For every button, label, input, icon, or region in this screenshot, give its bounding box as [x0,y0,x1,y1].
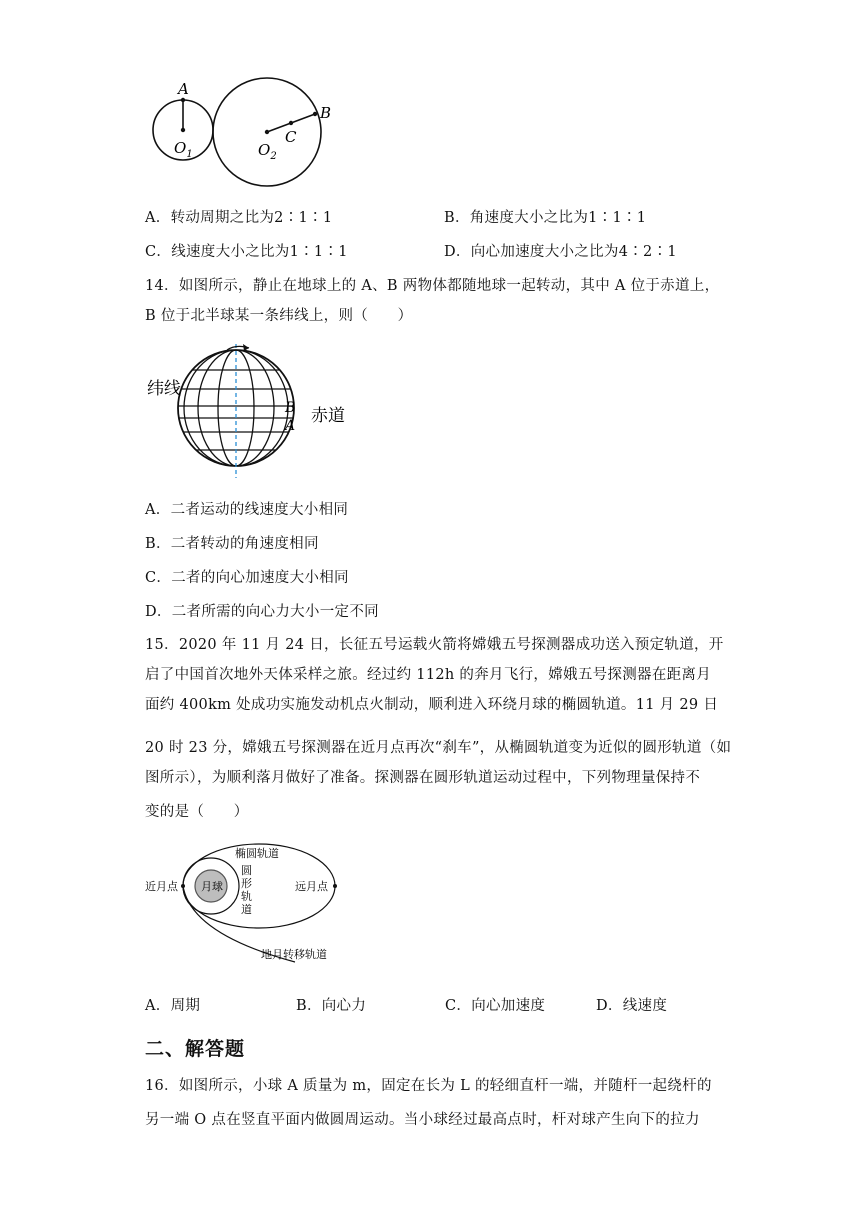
q16-stem-line1: 16．如图所示，小球 A 质量为 m，固定在长为 L 的轻细直杆一端，并随杆一起绕杆的 [145,1078,712,1094]
q15-stem-line6: 变的是（ ） [145,804,249,820]
q15-stem-line5: 图所示），为顺利落月做好了准备。探测器在圆形轨道运动过程中，下列物理量保持不 [145,770,701,786]
perilune-label: 近月点 [145,880,178,893]
point-b-globe-label: B [285,400,296,416]
wheels-figure [140,74,340,192]
transfer-orbit-label: 地月转移轨道 [261,948,327,961]
q16-stem-line2: 另一端 O 点在竖直平面内做圆周运动。当小球经过最高点时，杆对球产生向下的拉力 [145,1112,700,1128]
q15-stem-line2: 启了中国首次地外天体采样之旅。经过约 112h 的奔月飞行，嫦娥五号探测器在距离月 [145,667,712,683]
circular-orbit-label-3: 轨 [241,890,252,903]
q14-option-b: B．二者转动的角速度相同 [145,536,319,552]
q13-option-a: A．转动周期之比为2∶1∶1 [145,210,333,226]
point-a-label: A [178,80,189,98]
q14-stem-line2: B 位于北半球某一条纬线上，则（ ） [145,308,413,324]
point-c-label: C [285,128,297,146]
globe-figure [145,342,365,482]
q13-option-c: C．线速度大小之比为1∶1∶1 [145,244,348,260]
circular-orbit-label-2: 形 [241,877,252,890]
point-b-label: B [320,104,332,122]
q15-stem-line4: 20 时 23 分，嫦娥五号探测器在近月点再次“刹车”，从椭圆轨道变为近似的圆形轨道（如 [145,740,732,756]
equator-label: 赤道 [311,406,345,426]
latitude-label: 纬线 [147,379,181,399]
q15-stem-line3: 面约 400km 处成功实施发动机点火制动，顺利进入环绕月球的椭圆轨道。11 月 29 日 [145,697,719,713]
q14-option-c: C．二者的向心加速度大小相同 [145,570,349,586]
circular-orbit-label-4: 道 [241,903,252,916]
orbit-figure [145,838,345,968]
q14-option-a: A．二者运动的线速度大小相同 [145,502,349,518]
section-title: 二、解答题 [145,1038,246,1060]
moon-label: 月球 [201,880,223,893]
q15-option-b: B．向心力 [296,998,367,1014]
q14-option-d: D．二者所需的向心力大小一定不同 [145,604,379,620]
point-a-globe-label: A [285,418,296,434]
q15-option-c: C．向心加速度 [445,998,546,1014]
apolune-label: 远月点 [295,880,328,893]
q14-stem-line1: 14．如图所示，静止在地球上的 A、B 两物体都随地球一起转动，其中 A 位于赤道上， [145,278,720,294]
q15-option-a: A．周期 [145,998,201,1014]
q15-stem-line1: 15．2020 年 11 月 24 日，长征五号运载火箭将嫦娥五号探测器成功送入预定轨道，开 [145,637,724,653]
point-o2-label: $O_2$ [258,141,277,162]
q15-option-d: D．线速度 [596,998,668,1014]
circular-orbit-label-1: 圆 [241,864,252,877]
elliptical-orbit-label: 椭圆轨道 [235,847,279,860]
q13-option-b: B．角速度大小之比为1∶1∶1 [444,210,647,226]
q13-option-d: D．向心加速度大小之比为4∶2∶1 [444,244,677,260]
point-o1-label: $O_1$ [174,139,193,160]
